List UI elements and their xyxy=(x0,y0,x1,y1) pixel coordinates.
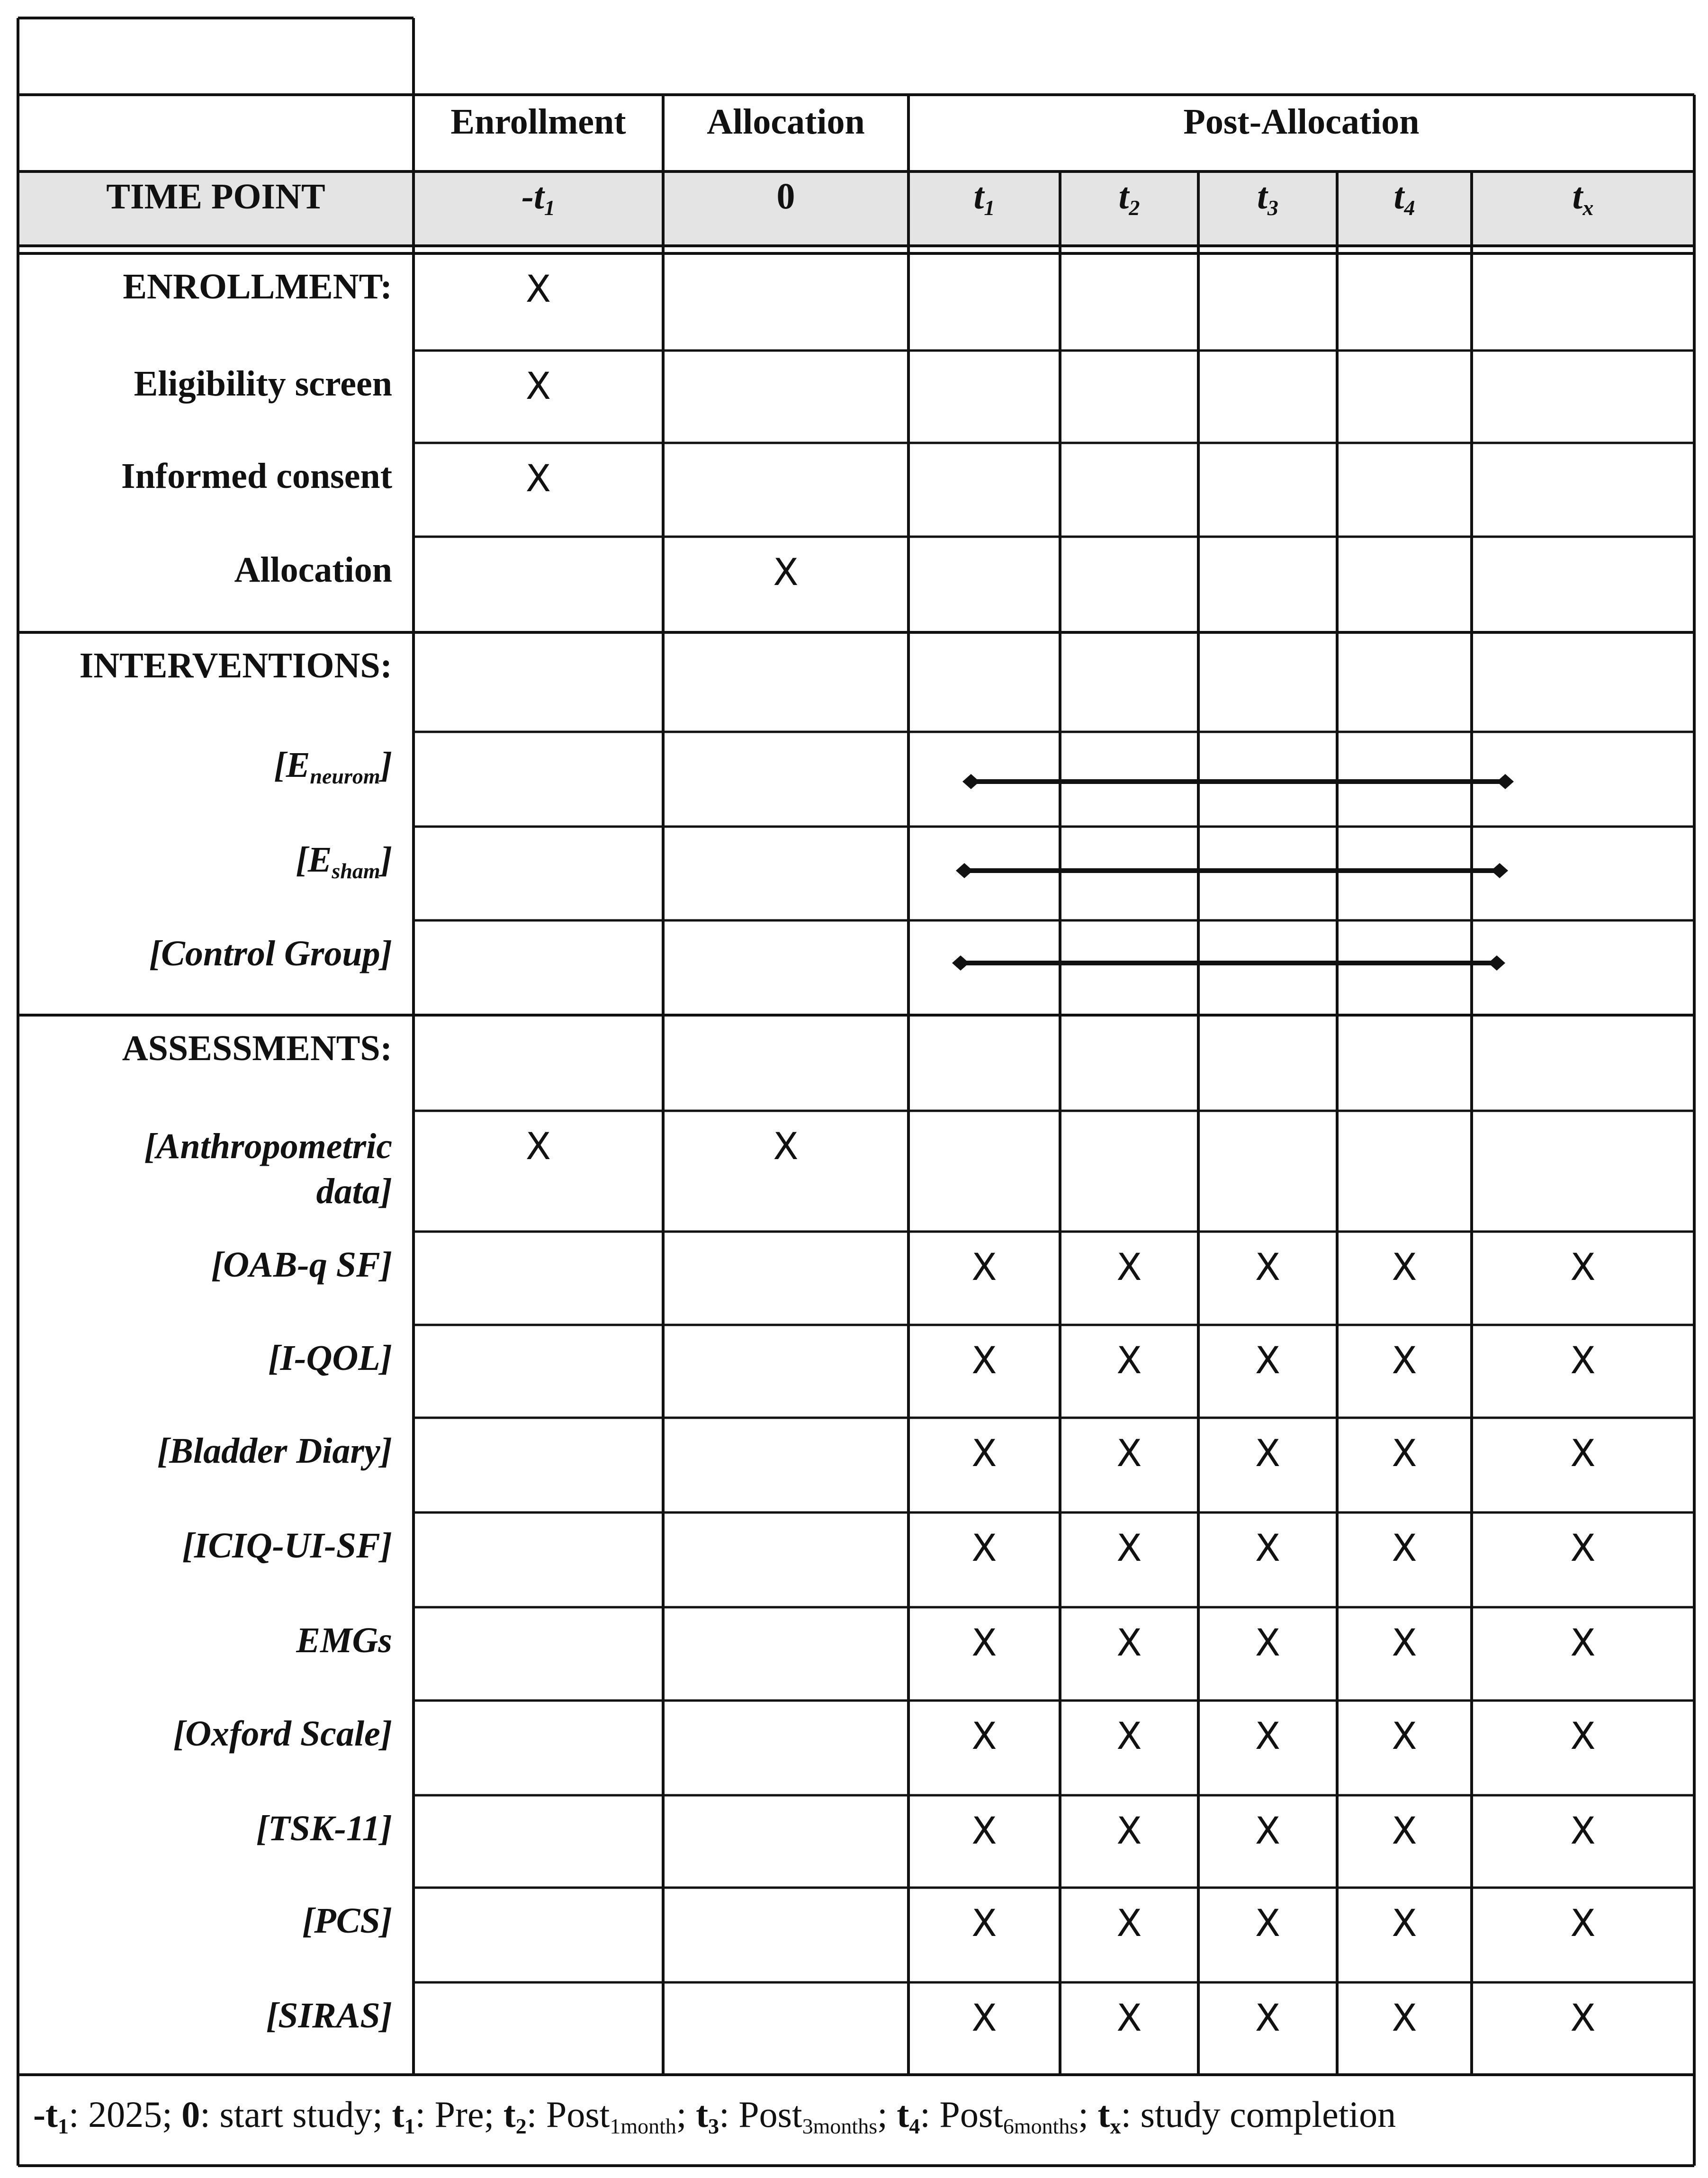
schedule-mark: X xyxy=(1570,1902,1596,1945)
row-label: Allocation xyxy=(234,550,392,590)
schedule-mark: X xyxy=(525,365,551,408)
time-point-6: tx xyxy=(1572,175,1594,220)
row-label: [Esham] xyxy=(296,840,392,883)
schedule-mark: X xyxy=(971,1997,997,2040)
time-point-2: t1 xyxy=(973,175,995,220)
schedule-mark: X xyxy=(1116,1622,1142,1665)
schedule-row xyxy=(296,1620,1595,1665)
span-endpoint xyxy=(956,863,973,878)
schedule-mark: X xyxy=(1255,1715,1281,1758)
span-endpoint xyxy=(962,774,980,789)
schedule-row xyxy=(122,1028,392,1068)
schedule-mark: X xyxy=(971,1715,997,1758)
schedule-row xyxy=(80,646,392,685)
row-label: [ICIQ-UI-SF] xyxy=(182,1526,392,1566)
schedule-row xyxy=(302,1901,1596,1945)
schedule-mark: X xyxy=(1116,1810,1142,1853)
schedule-mark: X xyxy=(1255,1622,1281,1665)
row-label: Eligibility screen xyxy=(134,364,392,404)
row-label: [OAB-q SF] xyxy=(211,1245,392,1285)
row-label: ASSESSMENTS: xyxy=(122,1028,392,1068)
row-label: [Eneurom] xyxy=(274,745,392,788)
schedule-mark: X xyxy=(971,1902,997,1945)
time-point-0: -t1 xyxy=(521,175,555,220)
schedule-mark: X xyxy=(1116,1715,1142,1758)
time-point-1: 0 xyxy=(776,175,795,216)
schedule-mark: X xyxy=(1570,1246,1596,1289)
schedule-mark: X xyxy=(1392,1432,1417,1475)
schedule-row xyxy=(296,840,1508,883)
schedule-row xyxy=(211,1245,1596,1289)
schedule-mark: X xyxy=(525,1125,551,1168)
schedule-mark: X xyxy=(1392,1527,1417,1570)
phase-label-post-allocation: Post-Allocation xyxy=(1183,102,1420,142)
schedule-row xyxy=(144,1125,798,1211)
schedule-mark: X xyxy=(1570,1810,1596,1853)
schedule-mark: X xyxy=(971,1340,997,1382)
schedule-mark: X xyxy=(1570,1715,1596,1758)
row-label: EMGs xyxy=(296,1620,392,1660)
schedule-mark: X xyxy=(1570,1432,1596,1475)
row-label: [TSK-11] xyxy=(256,1809,392,1848)
row-label: [PCS] xyxy=(302,1901,392,1941)
row-label: Informed consent xyxy=(121,456,392,496)
schedule-mark: X xyxy=(1255,1527,1281,1570)
schedule-mark: X xyxy=(1392,1810,1417,1853)
schedule-mark: X xyxy=(1116,1997,1142,2040)
schedule-mark: X xyxy=(1255,1997,1281,2040)
schedule-mark: X xyxy=(525,458,551,500)
schedule-mark: X xyxy=(1255,1432,1281,1475)
schedule-row xyxy=(268,1338,1595,1382)
phase-label-enrollment: Enrollment xyxy=(450,102,626,142)
schedule-mark: X xyxy=(1392,1340,1417,1382)
phase-label-allocation: Allocation xyxy=(707,102,865,142)
time-point-label: TIME POINT xyxy=(106,177,325,216)
row-label-line2: data] xyxy=(316,1171,392,1211)
row-label: ENROLLMENT: xyxy=(123,267,392,306)
span-endpoint xyxy=(1497,774,1514,789)
schedule-mark: X xyxy=(1570,1622,1596,1665)
schedule-mark: X xyxy=(1116,1246,1142,1289)
schedule-mark: X xyxy=(1570,1997,1596,2040)
schedule-mark: X xyxy=(1255,1340,1281,1382)
span-endpoint xyxy=(952,955,969,971)
schedule-mark: X xyxy=(773,551,799,594)
row-label: [SIRAS] xyxy=(266,1996,392,2035)
schedule-mark: X xyxy=(971,1622,997,1665)
schedule-mark: X xyxy=(1392,1997,1417,2040)
schedule-mark: X xyxy=(971,1246,997,1289)
row-label: [Oxford Scale] xyxy=(173,1714,392,1754)
schedule-row xyxy=(256,1809,1596,1853)
schedule-mark: X xyxy=(971,1527,997,1570)
row-label: [Anthropometric xyxy=(144,1126,392,1166)
schedule-mark: X xyxy=(1570,1527,1596,1570)
schedule-row xyxy=(274,745,1514,789)
time-point-3: t2 xyxy=(1118,175,1140,220)
schedule-mark: X xyxy=(1392,1622,1417,1665)
schedule-mark: X xyxy=(971,1432,997,1475)
schedule-mark: X xyxy=(1255,1902,1281,1945)
schedule-mark: X xyxy=(773,1125,799,1168)
span-endpoint xyxy=(1488,955,1505,971)
footnote: -t1: 2025; 0: start study; t1: Pre; t2: Post1month; t3: Post3months; t4: Post6months; tx: study completion xyxy=(33,2094,1396,2138)
row-label: INTERVENTIONS: xyxy=(79,646,392,685)
schedule-row xyxy=(234,550,798,594)
schedule-mark: X xyxy=(1116,1527,1142,1570)
schedule-row xyxy=(182,1526,1596,1570)
schedule-mark: X xyxy=(1570,1340,1596,1382)
schedule-mark: X xyxy=(1116,1340,1142,1382)
span-endpoint xyxy=(1491,863,1508,878)
schedule-mark: X xyxy=(1255,1810,1281,1853)
schedule-row xyxy=(266,1996,1596,2040)
row-label: [I-QOL] xyxy=(268,1338,392,1378)
schedule-mark: X xyxy=(1116,1902,1142,1945)
row-label: [Bladder Diary] xyxy=(157,1431,392,1471)
schedule-mark: X xyxy=(971,1810,997,1853)
schedule-row xyxy=(121,456,551,500)
schedule-mark: X xyxy=(1392,1715,1417,1758)
schedule-row xyxy=(134,364,551,408)
schedule-row xyxy=(157,1431,1596,1475)
schedule-row xyxy=(149,934,1505,973)
time-point-5: t4 xyxy=(1393,175,1415,220)
schedule-row xyxy=(173,1714,1596,1758)
schedule-row xyxy=(123,267,551,311)
time-point-4: t3 xyxy=(1257,175,1278,220)
schedule-mark: X xyxy=(525,268,551,311)
row-label: [Control Group] xyxy=(149,934,392,973)
schedule-mark: X xyxy=(1116,1432,1142,1475)
schedule-mark: X xyxy=(1392,1902,1417,1945)
schedule-mark: X xyxy=(1255,1246,1281,1289)
schedule-mark: X xyxy=(1392,1246,1417,1289)
